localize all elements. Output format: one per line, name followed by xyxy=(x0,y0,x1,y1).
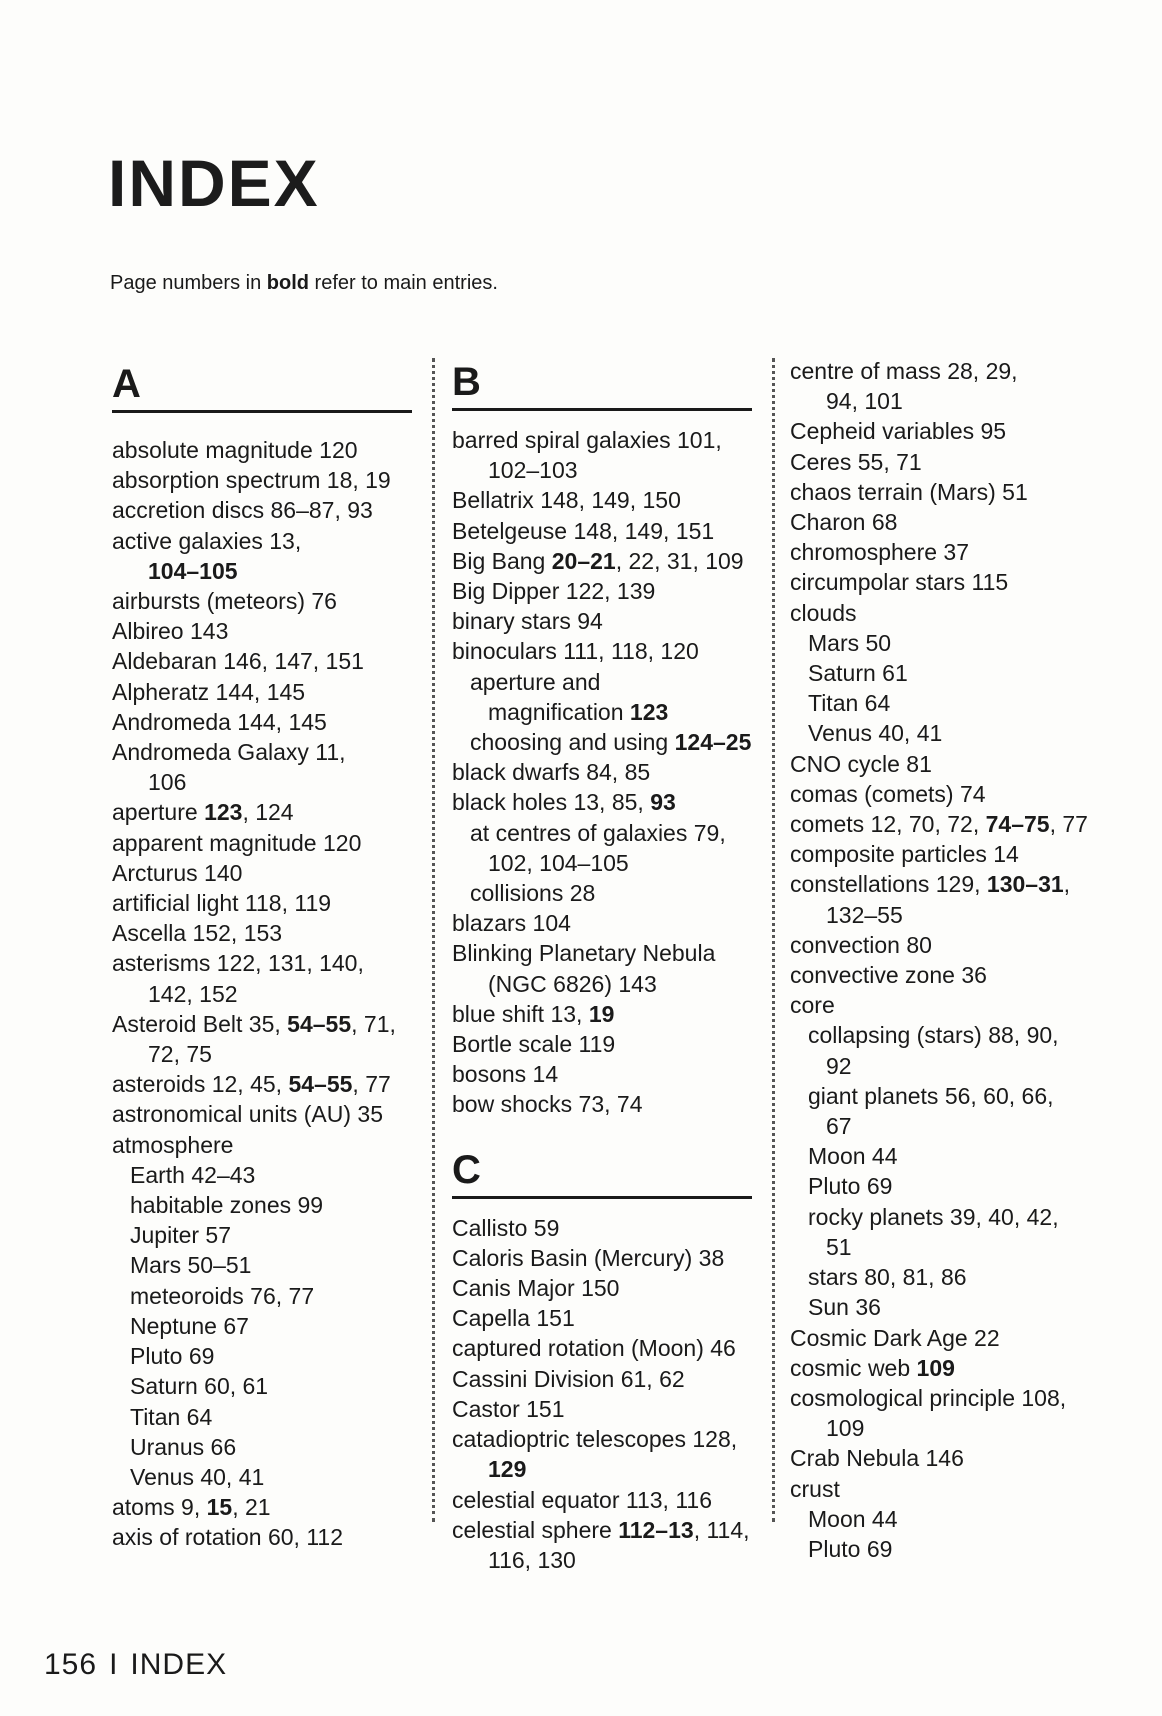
entry-text: habitable zones 99 xyxy=(130,1192,324,1219)
entry-text: collapsing (stars) 88, 90, xyxy=(808,1022,1059,1049)
index-entry xyxy=(112,1522,412,1552)
main-entry-page: 123 xyxy=(204,799,243,826)
entry-list-a xyxy=(112,435,412,1553)
index-entry xyxy=(452,636,752,666)
entry-text: Mars 50 xyxy=(808,629,892,656)
entry-text: 109 xyxy=(826,1415,865,1442)
index-subentry xyxy=(452,878,752,908)
entry-text: absolute magnitude 120 xyxy=(112,437,358,463)
main-entry-page: 123 xyxy=(629,698,669,725)
entry-text: Capella 151 xyxy=(452,1305,575,1332)
index-entry-continuation xyxy=(790,1413,1090,1443)
index-entry xyxy=(452,1364,752,1394)
entry-text: absorption spectrum 18, 19 xyxy=(112,467,391,494)
index-entry-continuation xyxy=(452,848,752,878)
entry-text: Cassini Division 61, 62 xyxy=(452,1365,685,1392)
entry-text: Alpheratz 144, 145 xyxy=(112,678,306,705)
entry-text: asteroids 12, 45, xyxy=(112,1071,289,1098)
entry-text: clouds xyxy=(790,599,857,626)
entry-text: , 114, xyxy=(693,1516,750,1543)
index-entry-continuation xyxy=(452,1454,752,1484)
main-entry-page: 54–55 xyxy=(288,1071,353,1098)
index-entry xyxy=(112,1492,412,1522)
index-subentry xyxy=(112,1462,412,1492)
index-subentry xyxy=(112,1432,412,1462)
index-entry xyxy=(452,1485,752,1515)
index-entry xyxy=(790,1323,1090,1353)
entry-text: asterisms 122, 131, 140, xyxy=(112,950,364,977)
entry-text: Jupiter 57 xyxy=(130,1222,232,1249)
entry-text: atmosphere xyxy=(112,1131,234,1158)
page-footer xyxy=(44,1648,227,1682)
index-entry xyxy=(112,737,412,767)
index-subentry xyxy=(112,1190,412,1220)
index-entry-continuation xyxy=(790,1051,1090,1081)
index-entry xyxy=(790,1383,1090,1413)
intro-note xyxy=(110,272,498,295)
entry-text: Uranus 66 xyxy=(130,1433,237,1460)
index-entry xyxy=(452,1273,752,1303)
entry-text: , 22, 31, 109 xyxy=(615,547,744,574)
entry-text: Andromeda Galaxy 11, xyxy=(112,739,346,766)
index-entry xyxy=(452,516,752,546)
index-entry xyxy=(790,779,1090,809)
index-entry xyxy=(112,1009,412,1039)
entry-text: Cepheid variables 95 xyxy=(790,418,1007,445)
entry-text: Albireo 143 xyxy=(112,618,229,645)
index-entry-continuation xyxy=(112,556,412,586)
main-entry-page: 20–21 xyxy=(551,547,616,574)
page-title: INDEX xyxy=(108,146,320,220)
index-entry xyxy=(452,757,752,787)
entry-text: celestial equator 113, 116 xyxy=(452,1486,712,1513)
index-entry xyxy=(112,797,412,827)
entry-text: Betelgeuse 148, 149, 151 xyxy=(452,517,715,544)
entry-text: cosmological principle 108, xyxy=(790,1384,1067,1411)
intro-suffix: refer to main entries. xyxy=(308,272,498,294)
main-entry-page: 112–13 xyxy=(618,1516,694,1543)
index-subentry xyxy=(790,1141,1090,1171)
entry-text: Caloris Basin (Mercury) 38 xyxy=(452,1244,725,1271)
index-entry xyxy=(112,858,412,888)
entry-text: Callisto 59 xyxy=(452,1214,560,1241)
section-letter-a: A xyxy=(112,362,141,406)
entry-text: comas (comets) 74 xyxy=(790,780,986,807)
entry-text: Bortle scale 119 xyxy=(452,1031,616,1058)
entry-text: 94, 101 xyxy=(826,388,903,415)
index-entry xyxy=(112,1099,412,1129)
entry-text: Blinking Planetary Nebula xyxy=(452,940,716,967)
entry-list-c xyxy=(452,1213,752,1575)
index-entry xyxy=(452,576,752,606)
entry-text: Big Bang xyxy=(452,547,552,574)
entry-text: blazars 104 xyxy=(452,910,571,937)
index-entry-continuation xyxy=(790,386,1090,416)
entry-text: 72, 75 xyxy=(148,1041,212,1068)
entry-text: convective zone 36 xyxy=(790,962,987,989)
index-entry xyxy=(452,999,752,1029)
entry-list-b xyxy=(452,425,752,1120)
main-entry-page: 74–75 xyxy=(985,811,1050,838)
index-entry-continuation xyxy=(452,1545,752,1575)
footer-label: INDEX xyxy=(130,1648,228,1681)
index-entry-continuation xyxy=(790,1232,1090,1262)
entry-text: giant planets 56, 60, 66, xyxy=(808,1082,1054,1109)
index-subentry xyxy=(112,1220,412,1250)
main-entry-page: 109 xyxy=(916,1354,955,1381)
entry-text: Pluto 69 xyxy=(808,1173,893,1200)
entry-text: Pluto 69 xyxy=(808,1535,893,1562)
entry-text: stars 80, 81, 86 xyxy=(808,1264,967,1291)
index-entry xyxy=(112,707,412,737)
entry-text: binary stars 94 xyxy=(452,608,603,635)
entry-text: CNO cycle 81 xyxy=(790,750,932,777)
index-entry xyxy=(452,1303,752,1333)
index-subentry xyxy=(112,1371,412,1401)
index-entry xyxy=(452,1059,752,1089)
index-entry xyxy=(452,425,752,455)
entry-text: chromosphere 37 xyxy=(790,539,969,566)
entry-text: 67 xyxy=(826,1113,852,1140)
entry-text: magnification xyxy=(488,698,630,725)
index-entry xyxy=(790,1353,1090,1383)
index-entry xyxy=(790,1443,1090,1473)
entry-text: barred spiral galaxies 101, xyxy=(452,427,722,453)
index-entry xyxy=(112,1069,412,1099)
index-entry xyxy=(452,1213,752,1243)
index-entry xyxy=(790,809,1090,839)
index-subentry xyxy=(790,688,1090,718)
entry-text: Saturn 60, 61 xyxy=(130,1373,269,1400)
entry-text: , 77 xyxy=(1049,811,1088,838)
entry-text: Earth 42–43 xyxy=(130,1161,256,1188)
entry-text: 102–103 xyxy=(488,457,578,484)
index-entry xyxy=(452,1394,752,1424)
main-entry-page: 104–105 xyxy=(148,557,238,584)
index-entry xyxy=(452,1029,752,1059)
index-entry xyxy=(452,1243,752,1273)
entry-text: apparent magnitude 120 xyxy=(112,829,362,856)
main-entry-page: 15 xyxy=(206,1494,233,1521)
index-column-3 xyxy=(790,356,1090,1564)
index-entry-continuation xyxy=(112,1039,412,1069)
entry-text: (NGC 6826) 143 xyxy=(488,970,657,997)
index-entry xyxy=(112,465,412,495)
index-entry xyxy=(452,1089,752,1119)
entry-text: astronomical units (AU) 35 xyxy=(112,1101,383,1128)
index-subentry xyxy=(452,818,752,848)
entry-text: , 21 xyxy=(232,1494,271,1521)
entry-text: Venus 40, 41 xyxy=(130,1463,265,1490)
index-subentry xyxy=(112,1341,412,1371)
main-entry-page: 93 xyxy=(650,789,676,816)
index-entry xyxy=(790,839,1090,869)
entry-text: Neptune 67 xyxy=(130,1312,249,1339)
entry-text: crust xyxy=(790,1475,840,1502)
column-divider-2 xyxy=(772,358,775,1522)
entry-text: chaos terrain (Mars) 51 xyxy=(790,478,1028,505)
entry-text: catadioptric telescopes 128, xyxy=(452,1426,738,1453)
entry-text: Titan 64 xyxy=(808,690,891,717)
index-entry xyxy=(790,537,1090,567)
index-subentry xyxy=(790,1292,1090,1322)
index-entry-continuation xyxy=(790,1111,1090,1141)
entry-text: Venus 40, 41 xyxy=(808,720,943,747)
index-subentry xyxy=(112,1402,412,1432)
index-entry xyxy=(452,1333,752,1363)
index-entry xyxy=(112,888,412,918)
entry-text: 132–55 xyxy=(826,901,903,928)
footer-separator: I xyxy=(109,1648,119,1681)
index-entry xyxy=(452,1515,752,1545)
entry-text: 142, 152 xyxy=(148,980,238,1007)
entry-text: artificial light 118, 119 xyxy=(112,890,332,917)
entry-text: Crab Nebula 146 xyxy=(790,1445,964,1472)
entry-text: Moon 44 xyxy=(808,1505,898,1532)
index-entry xyxy=(790,1474,1090,1504)
entry-text: 51 xyxy=(826,1233,852,1260)
entry-text: aperture xyxy=(112,799,205,826)
entry-text: , 77 xyxy=(352,1071,391,1098)
entry-text: , 71, xyxy=(351,1010,396,1037)
entry-text: active galaxies 13, xyxy=(112,527,302,554)
index-entry xyxy=(790,567,1090,597)
index-subentry xyxy=(112,1311,412,1341)
index-entry xyxy=(452,908,752,938)
index-entry xyxy=(452,787,752,817)
section-rule-a xyxy=(112,410,412,413)
entry-text: choosing and using xyxy=(470,729,675,756)
entry-text: 92 xyxy=(826,1052,852,1079)
main-entry-page: 19 xyxy=(588,1000,615,1027)
index-entry xyxy=(112,616,412,646)
intro-bold: bold xyxy=(266,272,309,294)
entry-text: black dwarfs 84, 85 xyxy=(452,759,651,786)
index-entry xyxy=(790,960,1090,990)
entry-text: 106 xyxy=(148,769,187,796)
index-entry xyxy=(112,646,412,676)
section-rule-b xyxy=(452,408,752,411)
index-entry-continuation xyxy=(790,900,1090,930)
index-entry xyxy=(452,938,752,968)
section-rule-c xyxy=(452,1196,752,1199)
entry-text: meteoroids 76, 77 xyxy=(130,1282,315,1309)
index-subentry xyxy=(790,1171,1090,1201)
entry-text: 102, 104–105 xyxy=(488,849,629,876)
entry-text: Bellatrix 148, 149, 150 xyxy=(452,487,681,514)
entry-text: black holes 13, 85, xyxy=(452,789,651,816)
entry-text: celestial sphere xyxy=(452,1516,619,1543)
index-entry xyxy=(790,930,1090,960)
entry-text: Mars 50–51 xyxy=(130,1252,252,1279)
index-subentry xyxy=(112,1250,412,1280)
index-subentry xyxy=(790,1262,1090,1292)
index-entry xyxy=(790,356,1090,386)
entry-text: bow shocks 73, 74 xyxy=(452,1091,643,1118)
index-entry xyxy=(452,1424,752,1454)
index-entry xyxy=(790,749,1090,779)
entry-text: Arcturus 140 xyxy=(112,859,243,886)
index-subentry xyxy=(112,1160,412,1190)
index-subentry xyxy=(790,628,1090,658)
index-entry-continuation xyxy=(112,979,412,1009)
entry-text: Saturn 61 xyxy=(808,660,908,687)
index-subentry xyxy=(790,1081,1090,1111)
section-letter-c: C xyxy=(452,1147,481,1192)
entry-text: rocky planets 39, 40, 42, xyxy=(808,1203,1059,1230)
entry-text: Asteroid Belt 35, xyxy=(112,1010,288,1037)
entry-text: constellations 129, xyxy=(790,871,987,898)
entry-text: airbursts (meteors) 76 xyxy=(112,588,337,615)
entry-text: Ascella 152, 153 xyxy=(112,920,283,947)
index-entry xyxy=(112,948,412,978)
entry-text: atoms 9, xyxy=(112,1494,207,1521)
entry-text: Sun 36 xyxy=(808,1294,881,1321)
index-entry xyxy=(112,918,412,948)
entry-text: Pluto 69 xyxy=(130,1343,215,1370)
entry-text: Ceres 55, 71 xyxy=(790,448,922,475)
entry-text: Castor 151 xyxy=(452,1395,565,1422)
index-entry xyxy=(790,477,1090,507)
index-subentry xyxy=(790,1020,1090,1050)
section-letter-b: B xyxy=(452,360,481,404)
main-entry-page: 124–25 xyxy=(674,729,752,756)
entry-text: Andromeda 144, 145 xyxy=(112,708,327,735)
entry-text: 116, 130 xyxy=(488,1546,576,1573)
index-entry xyxy=(452,485,752,515)
main-entry-page: 129 xyxy=(488,1456,527,1483)
entry-text: aperture and xyxy=(470,668,601,695)
entry-text: accretion discs 86–87, 93 xyxy=(112,497,373,524)
index-entry-continuation xyxy=(452,969,752,999)
entry-text: composite particles 14 xyxy=(790,841,1019,868)
index-entry xyxy=(790,869,1090,899)
index-subentry xyxy=(790,658,1090,688)
entry-text: Canis Major 150 xyxy=(452,1275,620,1302)
entry-text: , 124 xyxy=(242,799,294,826)
index-subentry xyxy=(790,1504,1090,1534)
entry-text: Moon 44 xyxy=(808,1143,898,1170)
index-entry xyxy=(790,416,1090,446)
entry-text: Charon 68 xyxy=(790,509,898,536)
column-divider-1 xyxy=(432,358,435,1522)
index-subentry xyxy=(790,1534,1090,1564)
entry-text: Aldebaran 146, 147, 151 xyxy=(112,648,364,675)
index-entry xyxy=(112,1130,412,1160)
entry-text: at centres of galaxies 79, xyxy=(470,819,726,846)
index-subentry xyxy=(452,727,752,757)
index-entry-continuation xyxy=(452,697,752,727)
entry-text: binoculars 111, 118, 120 xyxy=(452,638,699,665)
entry-text: blue shift 13, xyxy=(452,1000,589,1027)
index-entry-continuation xyxy=(112,767,412,797)
index-entry-continuation xyxy=(452,455,752,485)
entry-text: comets 12, 70, 72, xyxy=(790,811,986,838)
entry-text: axis of rotation 60, 112 xyxy=(112,1524,343,1551)
index-column-1 xyxy=(112,358,412,1553)
index-entry xyxy=(112,526,412,556)
index-subentry xyxy=(790,718,1090,748)
main-entry-page: 130–31 xyxy=(986,871,1064,898)
index-entry xyxy=(112,586,412,616)
index-entry xyxy=(790,990,1090,1020)
index-subentry xyxy=(112,1281,412,1311)
index-entry xyxy=(112,677,412,707)
entry-text: bosons 14 xyxy=(452,1061,559,1088)
entry-text: core xyxy=(790,992,835,1019)
main-entry-page: 54–55 xyxy=(287,1010,352,1037)
index-entry xyxy=(790,598,1090,628)
index-entry xyxy=(452,546,752,576)
entry-text: cosmic web xyxy=(790,1354,917,1381)
index-entry xyxy=(112,495,412,525)
index-entry xyxy=(112,435,412,465)
entry-text: Big Dipper 122, 139 xyxy=(452,578,656,605)
entry-text: convection 80 xyxy=(790,931,932,958)
entry-text: , xyxy=(1063,871,1071,898)
entry-text: centre of mass 28, 29, xyxy=(790,358,1018,384)
index-entry xyxy=(452,606,752,636)
intro-prefix: Page numbers in xyxy=(110,272,267,294)
entry-text: Cosmic Dark Age 22 xyxy=(790,1324,1000,1351)
entry-text: circumpolar stars 115 xyxy=(790,569,1009,596)
entry-text: Titan 64 xyxy=(130,1403,213,1430)
index-column-2 xyxy=(452,356,752,1575)
index-entry xyxy=(790,507,1090,537)
entry-text: captured rotation (Moon) 46 xyxy=(452,1335,736,1362)
index-entry xyxy=(112,828,412,858)
entry-list-c-continued xyxy=(790,356,1090,1564)
index-subentry xyxy=(790,1202,1090,1232)
index-subentry xyxy=(452,667,752,697)
index-entry xyxy=(790,447,1090,477)
footer-page-number: 156 xyxy=(44,1648,98,1681)
entry-text: collisions 28 xyxy=(470,880,596,907)
